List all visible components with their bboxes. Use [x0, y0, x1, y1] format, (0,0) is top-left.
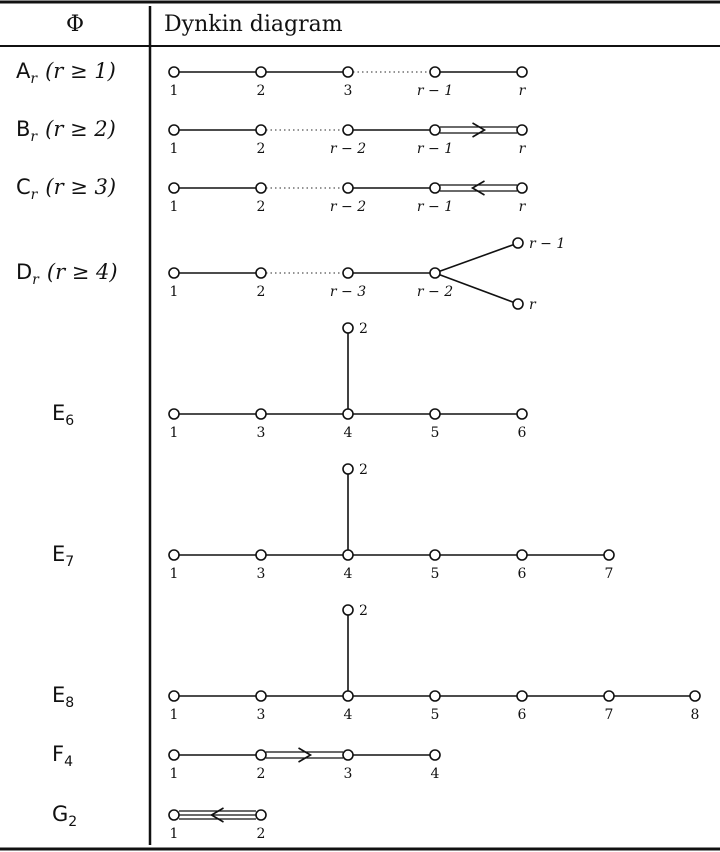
dynkin-node [343, 691, 353, 723]
dynkin-node [690, 691, 700, 723]
node-label: 3 [256, 707, 266, 723]
dynkin-node [517, 125, 527, 157]
dynkin-node [256, 550, 266, 582]
dynkin-node [517, 550, 527, 582]
table-header [66, 12, 343, 37]
node-label: r − 3 [329, 284, 367, 300]
node-label: r − 1 [416, 199, 454, 215]
dynkin-node [343, 321, 368, 337]
row-g2 [52, 802, 266, 842]
dynkin-node [256, 183, 266, 215]
node-label: 1 [169, 707, 179, 723]
root-system-label: $C_r$ (r ≥ 3) [16, 175, 117, 203]
node-label: 4 [343, 707, 353, 723]
root-system-label: $B_r$ (r ≥ 2) [16, 117, 116, 145]
node-label: r [518, 83, 526, 99]
arrowhead-icon [473, 181, 485, 195]
node-label: 1 [169, 766, 179, 782]
node-label: 1 [169, 826, 179, 842]
edge-double [266, 748, 343, 762]
edge-single [440, 245, 514, 272]
node-label: 1 [169, 425, 179, 441]
node-label: 5 [430, 425, 440, 441]
node-label: 5 [430, 566, 440, 582]
node-label: 6 [517, 566, 527, 582]
edge-double [440, 181, 517, 195]
header-phi: Φ [65, 12, 85, 37]
node-label: r [518, 141, 526, 157]
node-label: 2 [256, 141, 266, 157]
dynkin-node [256, 125, 266, 157]
dynkin-node [169, 268, 179, 300]
dynkin-node [256, 691, 266, 723]
dynkin-node [343, 462, 368, 478]
root-system-label: $E_7$ [52, 542, 75, 570]
dynkin-node [169, 810, 179, 842]
node-label: 2 [256, 199, 266, 215]
dynkin-node [343, 67, 353, 99]
dynkin-node [169, 750, 179, 782]
dynkin-node [169, 125, 179, 157]
dynkin-node [169, 691, 179, 723]
dynkin-node [169, 409, 179, 441]
dynkin-node [343, 409, 353, 441]
node-label: 6 [517, 425, 527, 441]
node-label: 3 [256, 425, 266, 441]
dynkin-node [513, 236, 565, 252]
row-f4 [52, 742, 440, 782]
node-label: 4 [343, 425, 353, 441]
node-label: r − 2 [329, 141, 367, 157]
node-label: 7 [604, 566, 614, 582]
dynkin-node [169, 550, 179, 582]
edge-triple [179, 808, 256, 822]
node-label: 1 [169, 566, 179, 582]
dynkin-node [256, 750, 266, 782]
diagram-rows [16, 59, 700, 842]
dynkin-node [430, 550, 440, 582]
dynkin-node [343, 603, 368, 619]
node-label: 3 [343, 83, 353, 99]
arrowhead-icon [299, 748, 311, 762]
dynkin-node [517, 67, 527, 99]
dynkin-node [169, 183, 179, 215]
dynkin-node [256, 67, 266, 99]
dynkin-node [343, 550, 353, 582]
dynkin-node [517, 409, 527, 441]
node-label: 7 [604, 707, 614, 723]
root-system-label: $A_r$ (r ≥ 1) [16, 59, 116, 87]
node-label: 4 [430, 766, 440, 782]
root-system-label: $D_r$ (r ≥ 4) [16, 260, 118, 288]
root-system-label: $E_6$ [52, 401, 75, 429]
arrowhead-icon [473, 123, 485, 137]
dynkin-node [604, 691, 614, 723]
node-label: 2 [359, 603, 368, 619]
dynkin-node [604, 550, 614, 582]
dynkin-node [256, 409, 266, 441]
dynkin-node [517, 183, 527, 215]
node-label: 2 [256, 766, 266, 782]
node-label: 2 [256, 826, 266, 842]
node-label: 2 [256, 83, 266, 99]
node-label: 1 [169, 199, 179, 215]
dynkin-node [343, 750, 353, 782]
node-label: 2 [256, 284, 266, 300]
root-system-label: $F_4$ [52, 742, 74, 770]
dynkin-node [430, 750, 440, 782]
dynkin-node [256, 268, 266, 300]
root-system-label: $G_2$ [52, 802, 78, 830]
dynkin-node [430, 409, 440, 441]
row-d [16, 236, 565, 313]
node-label: r − 2 [416, 284, 454, 300]
dynkin-node [256, 810, 266, 842]
node-label: 4 [343, 566, 353, 582]
row-a [16, 59, 527, 99]
node-label: r − 1 [529, 236, 566, 252]
node-label: 1 [169, 284, 179, 300]
node-label: 3 [256, 566, 266, 582]
dynkin-node [169, 67, 179, 99]
row-b [16, 117, 527, 157]
node-label: r [518, 199, 526, 215]
node-label: 3 [343, 766, 353, 782]
node-label: 2 [359, 321, 368, 337]
node-label: r − 2 [329, 199, 367, 215]
node-label: 2 [359, 462, 368, 478]
node-label: 1 [169, 83, 179, 99]
dynkin-node [517, 691, 527, 723]
row-e6 [52, 321, 527, 441]
row-e7 [52, 462, 614, 582]
dynkin-node [430, 691, 440, 723]
node-label: 1 [169, 141, 179, 157]
node-label: r [529, 297, 536, 313]
header-dynkin-diagram: Dynkin diagram [164, 12, 343, 37]
node-label: 6 [517, 707, 527, 723]
node-label: r − 1 [416, 83, 454, 99]
node-label: r − 1 [416, 141, 454, 157]
node-label: 5 [430, 707, 440, 723]
root-system-label: $E_8$ [52, 683, 75, 711]
edge-double [440, 123, 517, 137]
row-c [16, 175, 527, 215]
dynkin-node [513, 297, 537, 313]
node-label: 8 [690, 707, 700, 723]
